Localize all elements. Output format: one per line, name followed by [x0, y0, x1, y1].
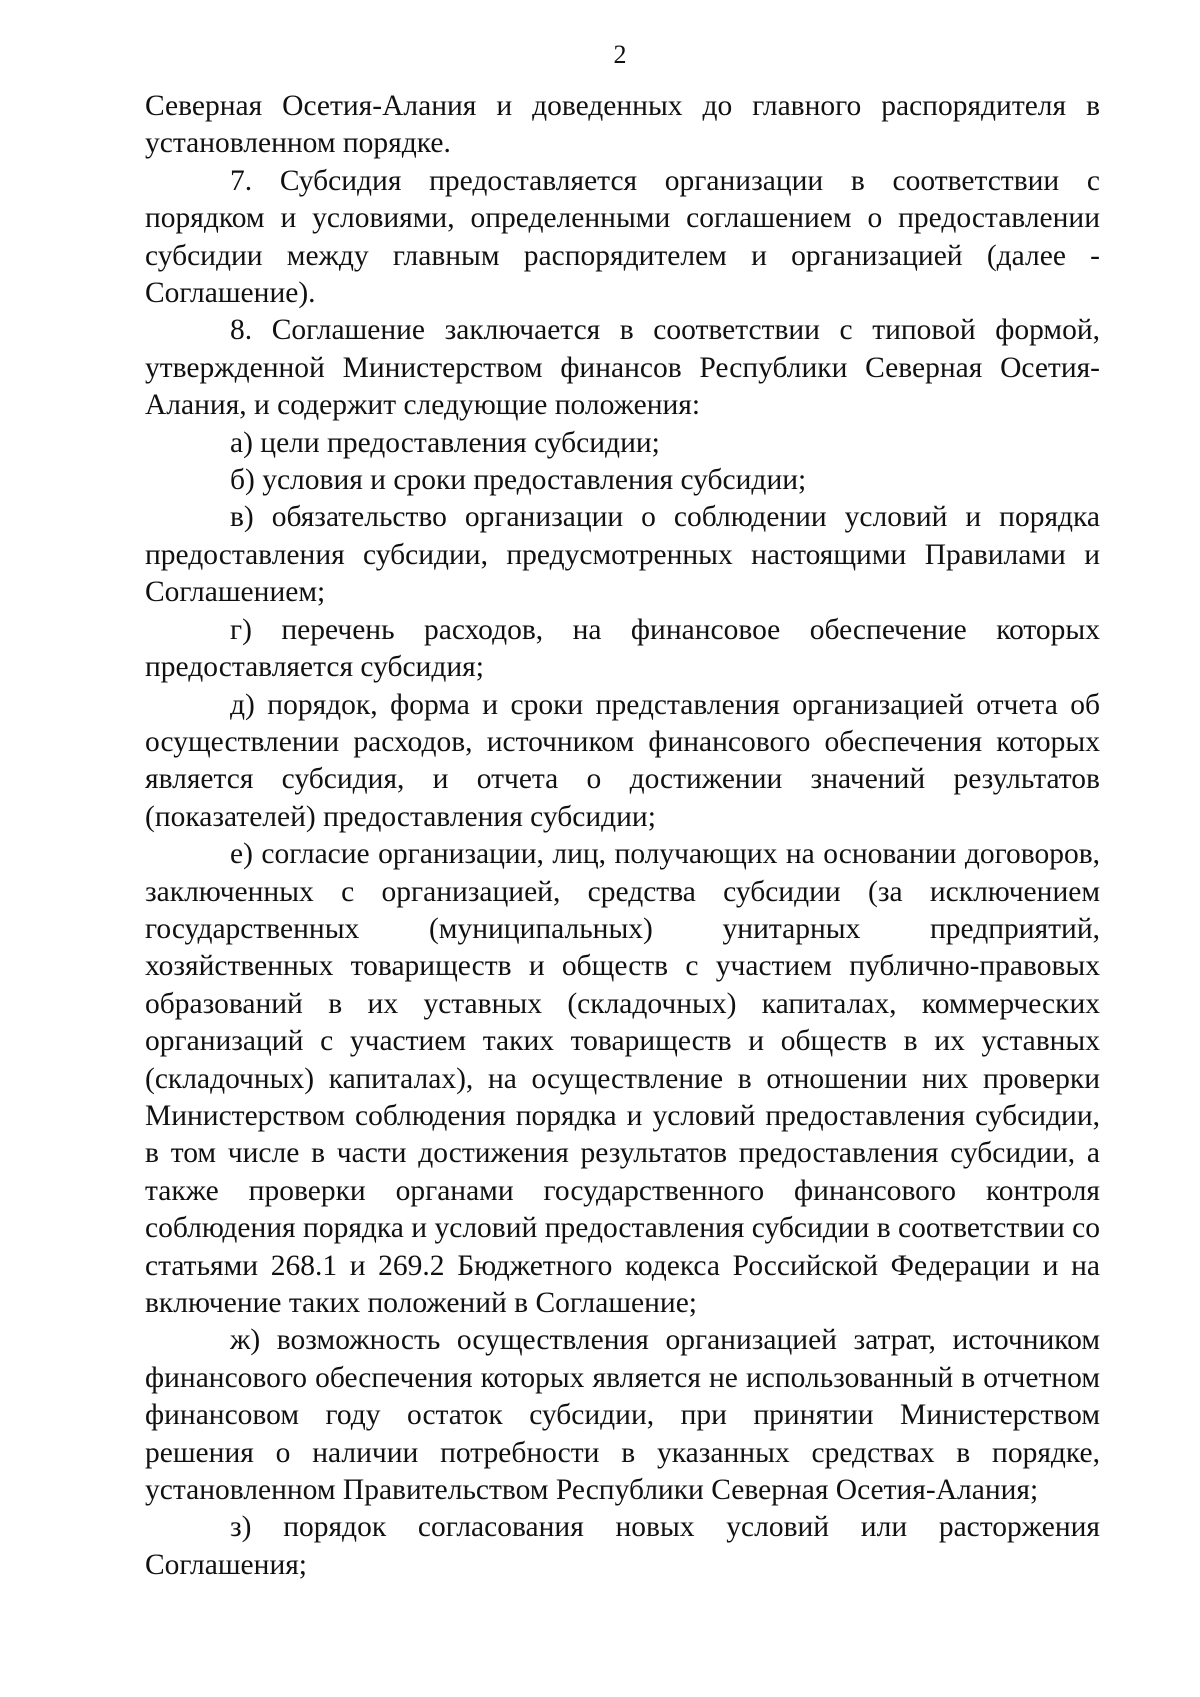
subitem-zh: ж) возможность осуществления организацией затрат, источником финансового обеспечения которых является не использованный в отчетном финансовом году остаток субсидии, при принятии Министерством решения о наличии потребности в указанных средствах в порядке, установленном Правительством Республики Северная Осетия-Алания;: [145, 1324, 1100, 1507]
paragraph-item-8: 8. Соглашение заключается в соответствии с типовой формой, утвержденной Министерством финансов Республики Северная Осетия-Алания, и содержит следующие положения:: [145, 314, 1100, 422]
document-body: [145, 88, 1100, 1584]
page-number: 2: [613, 40, 627, 69]
subitem-e: е) согласие организации, лиц, получающих на основании договоров, заключенных с организацией, средства субсидии (за исключением государственных (муниципальных) унитарных предприятий, хозяйственных товариществ и обществ с участием публично-правовых образований в их уставных (складочных) капиталах, коммерческих организаций с участием таких товариществ и обществ в их уставных (складочных) капиталах), на осуществление в отношении них проверки Министерством соблюдения порядка и условий предоставления субсидии, в том числе в части достижения результатов предоставления субсидии, а также проверки органами государственного финансового контроля соблюдения порядка и условий предоставления субсидии в соответствии со статьями 268.1 и 269.2 Бюджетного кодекса Российской Федерации и на включение таких положений в Соглашение;: [145, 838, 1100, 1319]
paragraph-item-7: 7. Субсидия предоставляется организации в соответствии с порядком и условиями, определенными соглашением о предоставлении субсидии между главным распорядителем и организацией (далее - Соглашение).: [145, 164, 1100, 310]
paragraph-continuation: Северная Осетия-Алания и доведенных до главного распорядителя в установленном порядке.: [145, 90, 1100, 160]
subitem-a: а) цели предоставления субсидии;: [230, 426, 660, 459]
subitem-b: б) условия и сроки предоставления субсидии;: [230, 464, 807, 497]
subitem-g: г) перечень расходов, на финансовое обеспечение которых предоставляется субсидия;: [145, 613, 1100, 684]
subitem-v: в) обязательство организации о соблюдении условий и порядка предоставления субсидии, предусмотренных настоящими Правилами и Соглашением;: [145, 501, 1100, 609]
subitem-d: д) порядок, форма и сроки представления организацией отчета об осуществлении расходов, источником финансового обеспечения которых является субсидия, и отчета о достижении значений результатов (показателей) предоставления субсидии;: [145, 688, 1100, 833]
subitem-z: з) порядок согласования новых условий или расторжения Соглашения;: [145, 1511, 1100, 1581]
